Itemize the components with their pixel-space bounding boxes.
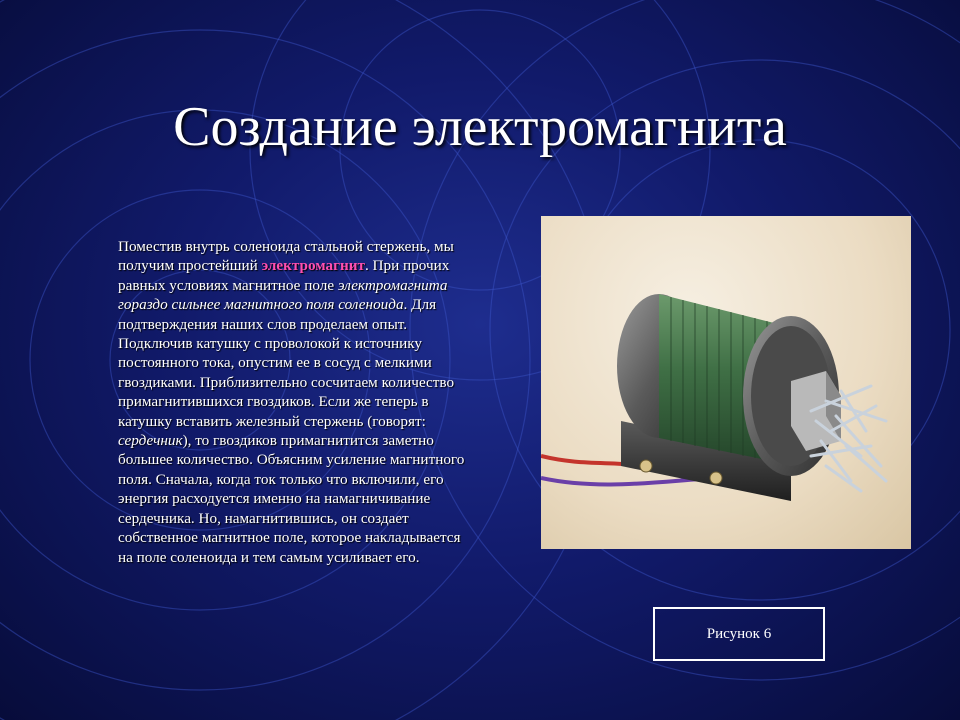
electromagnet-figure — [541, 216, 911, 549]
italic-phrase-1: электромагнита гораздо сильнее магнитного поля соленоида — [118, 276, 448, 314]
text-part-2: . При прочих равных условиях магнитное поле — [118, 257, 450, 294]
page-title: Создание электромагнита — [173, 96, 787, 158]
figure-caption-text: Рисунок 6 — [706, 625, 772, 642]
highlight-term: электромагнит — [261, 257, 365, 275]
text-part-1: Поместив внутрь соленоида стальной стержень, мы получим простейший — [118, 238, 454, 275]
text-part-4: ), то гвоздиков примагнитится заметно большее количество. Объясним усиление магнитного поля. Сначала, когда ток только что включили, его энергия расходуется именно на намагничивание сердечника. Но, намагнитившись, он создает собственное магнитное поле, которое накладывается на поле соленоида и тем самым усиливает его. — [118, 432, 465, 566]
text-part-3: . Для подтверждения наших слов проделаем опыт. Подключив катушку с проволокой к источнику постоянного тока, опустим ее в сосуд с мелкими гвоздиками. Приблизительно сосчитаем количество примагнитившихся гвоздиков. Если же теперь в катушку вставить железный стержень (говорят: — [118, 296, 455, 430]
electromagnet-illustration — [541, 216, 911, 549]
italic-phrase-2: сердечник — [118, 432, 183, 450]
figure-caption — [653, 607, 825, 661]
body-paragraph — [118, 237, 468, 567]
